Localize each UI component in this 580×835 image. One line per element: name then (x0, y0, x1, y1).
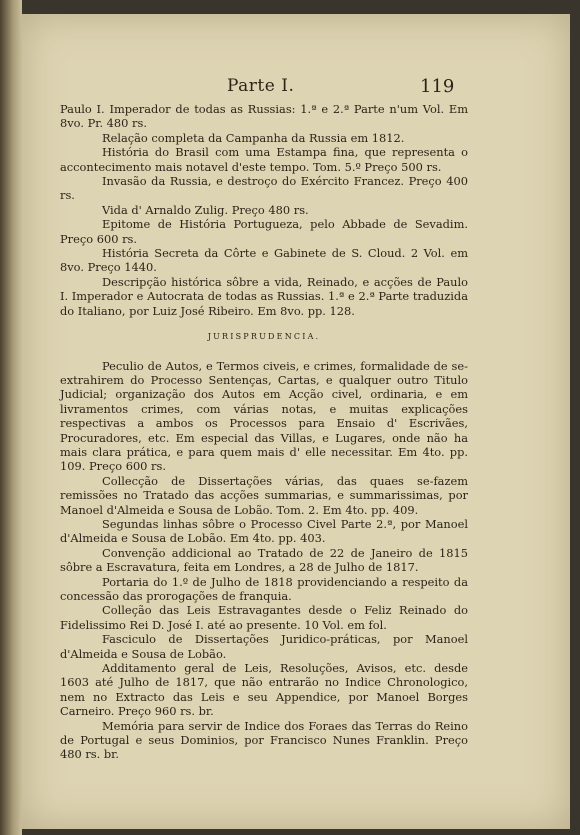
catalog-entry: Fasciculo de Dissertações Juridico-práticas, por Manoel d'Almeida e Sousa de Lobão. (60, 632, 468, 661)
running-head: Parte I. (227, 76, 295, 96)
catalog-entry: Relação completa da Campanha da Russia em 1812. (102, 130, 405, 145)
page-header (22, 76, 570, 104)
catalog-entry: História Secreta da Côrte e Gabinete de S. Cloud. 2 Vol. em 8vo. Preço 1440. (60, 246, 468, 275)
catalog-entry: Invasão da Russia, e destroço do Exército Francez. Preço 400 rs. (60, 174, 468, 203)
catalog-entry: Vida d' Arnaldo Zulig. Preço 480 rs. (102, 202, 309, 217)
catalog-entry: História do Brasil com uma Estampa fina, que representa o accontecimento mais notavel d'este tempo. Tom. 5.º Preço 500 rs. (60, 145, 468, 174)
catalog-entry: Additamento geral de Leis, Resoluções, Avisos, etc. desde 1603 até Julho de 1817, que não entrarão no Indice Chronologico, nem no Extracto das Leis e seu Appendice, por Manoel Borges Carneiro. Preço 960 rs. br. (60, 661, 468, 719)
catalog-entry: Memória para servir de Indice dos Foraes das Terras do Reino de Portugal e seus Dominios, por Francisco Nunes Franklin. Preço 480 rs. br. (60, 718, 468, 762)
page-body (60, 102, 468, 762)
book-page (22, 14, 570, 829)
page-number: 119 (420, 76, 455, 97)
catalog-entry: Descripção histórica sôbre a vida, Reinado, e acções de Paulo I. Imperador e Autocrata de todas as Russias. 1.ª e 2.ª Parte traduzida do Italiano, por Luiz José Ribeiro. Em 8vo. pp. 128. (60, 274, 468, 318)
catalog-entry: Convenção addicional ao Tratado de 22 de Janeiro de 1815 sôbre a Escravatura, feita em Londres, a 28 de Julho de 1817. (60, 545, 468, 575)
catalog-entry: Peculio de Autos, e Termos civeis, e crimes, formalidade de se-extrahirem do Processo Sentenças, Cartas, e qualquer outro Titulo Judicial; organização dos Autos em Acção civel, ordinaria, e em livramentos crimes, com várias notas, e muitas explicações respectivas a ambos os Processos para Ensaio d' Escrivães, Procuradores, etc. Em especial das Villas, e Lugares, onde não ha mais clara prática, e para quem mais d' elle necessitar. Em 4to. pp. 109. Preço 600 rs. (60, 358, 468, 474)
catalog-entry: Segundas linhas sôbre o Processo Civel Parte 2.ª, por Manoel d'Almeida e Sousa de Lobão. Em 4to. pp. 403. (60, 516, 468, 546)
catalog-entry: Epitome de História Portugueza, pelo Abbade de Sevadim. Preço 600 rs. (60, 217, 468, 246)
catalog-entry: Paulo I. Imperador de todas as Russias: 1.ª e 2.ª Parte n'um Vol. Em 8vo. Pr. 480 rs. (60, 102, 468, 131)
section-heading: JURISPRUDENCIA. (207, 332, 321, 342)
catalog-entry: Portaria do 1.º de Julho de 1818 providenciando a respeito da concessão das prorogações de franquia. (60, 574, 468, 603)
catalog-entry: Colleção das Leis Estravagantes desde o Feliz Reinado do Fidelissimo Rei D. José I. até ao presente. 10 Vol. em fol. (60, 603, 468, 632)
book-spine-edge (0, 0, 22, 835)
catalog-entry: Collecção de Dissertações várias, das quaes se-fazem remissões no Tratado das acções summarias, e summarissimas, por Manoel d'Almeida e Sousa de Lobão. Tom. 2. Em 4to. pp. 409. (60, 473, 468, 517)
